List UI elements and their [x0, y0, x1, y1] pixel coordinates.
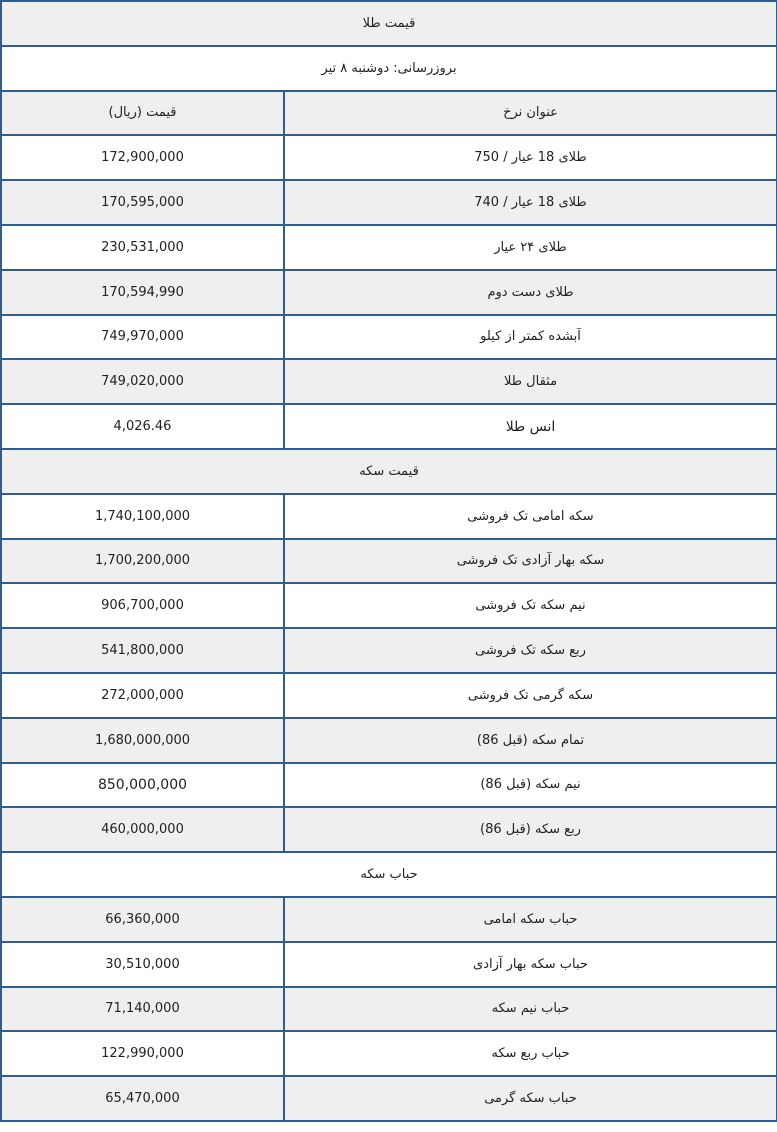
update-date: بروزرسانی: دوشنبه ۸ تیر: [1, 46, 777, 91]
price-cell: 65,470,000: [1, 1076, 284, 1121]
table-row: [1, 539, 777, 584]
price-cell: 460,000,000: [1, 807, 284, 852]
header-name: عنوان نرخ: [284, 91, 777, 136]
coin-section-title: قیمت سکه: [1, 449, 777, 494]
update-row: [1, 46, 777, 91]
table-row: [1, 628, 777, 673]
name-cell: طلای 18 عیار / 750: [284, 135, 777, 180]
price-cell: 749,970,000: [1, 315, 284, 360]
price-cell: 170,594,990: [1, 270, 284, 315]
bubble-title-row: [1, 852, 777, 897]
price-cell: 749,020,000: [1, 359, 284, 404]
price-cell: 230,531,000: [1, 225, 284, 270]
table-row: [1, 673, 777, 718]
table-row: [1, 1076, 777, 1121]
name-cell: سکه بهار آزادی تک فروشی: [284, 539, 777, 584]
price-cell: 1,700,200,000: [1, 539, 284, 584]
name-cell: حباب سکه گرمی: [284, 1076, 777, 1121]
price-cell: 1,740,100,000: [1, 494, 284, 539]
table-row: [1, 359, 777, 404]
coin-title-row: [1, 449, 777, 494]
name-cell: حباب ربع سکه: [284, 1031, 777, 1076]
price-cell: 71,140,000: [1, 987, 284, 1032]
header-row: [1, 91, 777, 136]
table-row: [1, 404, 777, 449]
name-cell: نیم سکه تک فروشی: [284, 583, 777, 628]
table-row: [1, 718, 777, 763]
price-cell: 122,990,000: [1, 1031, 284, 1076]
table-row: [1, 270, 777, 315]
name-cell: حباب سکه بهار آزادی: [284, 942, 777, 987]
price-cell: 30,510,000: [1, 942, 284, 987]
table-row: [1, 180, 777, 225]
name-cell: طلای دست دوم: [284, 270, 777, 315]
price-cell: 541,800,000: [1, 628, 284, 673]
price-cell: 66,360,000: [1, 897, 284, 942]
name-cell: طلای 18 عیار / 740: [284, 180, 777, 225]
table-row: [1, 315, 777, 360]
name-cell: انس طلا: [284, 404, 777, 449]
table-row: [1, 987, 777, 1032]
name-cell: حباب نیم سکه: [284, 987, 777, 1032]
price-cell: 172,900,000: [1, 135, 284, 180]
name-cell: نیم سکه (قبل 86): [284, 763, 777, 808]
table-row: [1, 225, 777, 270]
name-cell: حباب سکه امامی: [284, 897, 777, 942]
table-row: [1, 1031, 777, 1076]
price-cell: 4,026.46: [1, 404, 284, 449]
name-cell: سکه امامی تک فروشی: [284, 494, 777, 539]
price-cell: 170,595,000: [1, 180, 284, 225]
table-row: [1, 942, 777, 987]
table-row: [1, 494, 777, 539]
name-cell: مثقال طلا: [284, 359, 777, 404]
header-price: قیمت (ریال): [1, 91, 284, 136]
gold-section-title: قیمت طلا: [1, 1, 777, 46]
table-row: [1, 807, 777, 852]
price-cell: 1,680,000,000: [1, 718, 284, 763]
gold-title-row: [1, 1, 777, 46]
table-row: [1, 583, 777, 628]
name-cell: آبشده کمتر از کیلو: [284, 315, 777, 360]
price-cell: 272,000,000: [1, 673, 284, 718]
table-row: [1, 763, 777, 808]
table-row: [1, 897, 777, 942]
name-cell: سکه گرمی تک فروشی: [284, 673, 777, 718]
table-row: [1, 135, 777, 180]
name-cell: طلای ۲۴ عیار: [284, 225, 777, 270]
bubble-section-title: حباب سکه: [1, 852, 777, 897]
name-cell: ربع سکه تک فروشی: [284, 628, 777, 673]
price-cell: 850,000,000: [1, 763, 284, 808]
price-cell: 906,700,000: [1, 583, 284, 628]
name-cell: تمام سکه (قبل 86): [284, 718, 777, 763]
name-cell: ربع سکه (قبل 86): [284, 807, 777, 852]
